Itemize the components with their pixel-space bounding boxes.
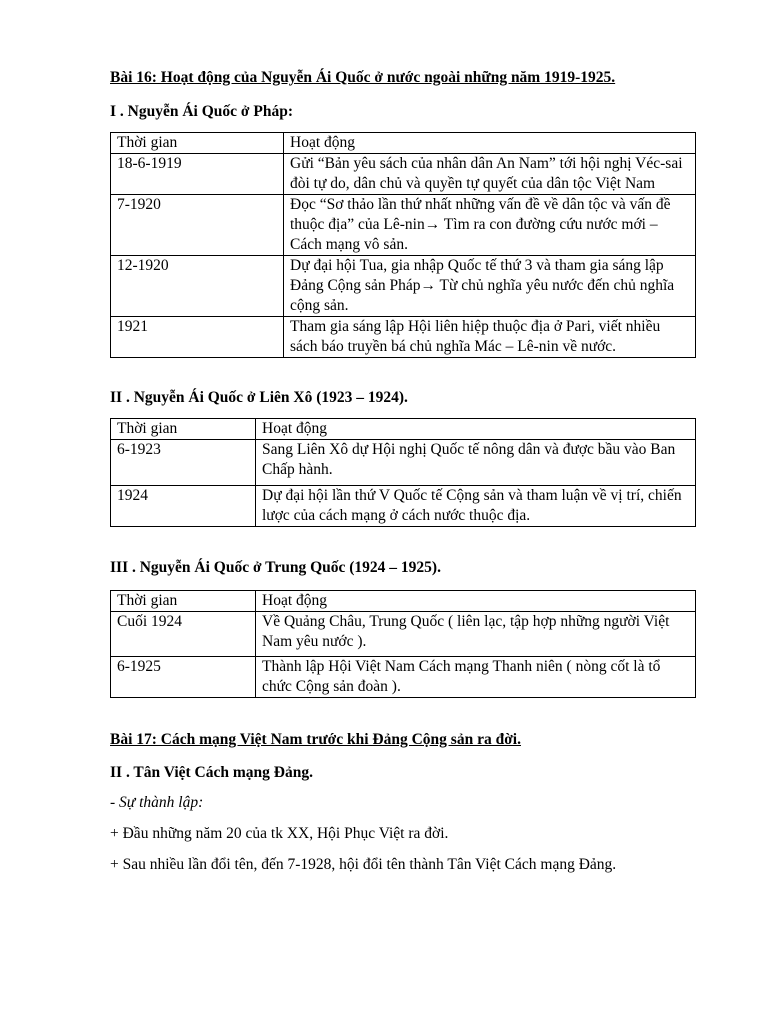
header-cell-time: Thời gian (111, 591, 256, 612)
france-activities-table (110, 132, 696, 358)
section3-title: III . Nguyễn Ái Quốc ở Trung Quốc (1924 – 1925). (110, 559, 441, 576)
activity-cell: Tham gia sáng lập Hội liên hiệp thuộc địa ở Pari, viết nhiều sách báo truyền bá chủ nghĩa Mác – Lê-nin về nước. (284, 317, 696, 358)
activity-cell: Sang Liên Xô dự Hội nghị Quốc tế nông dân và được bầu vào Ban Chấp hành. (256, 440, 696, 486)
lesson17-title: Bài 17: Cách mạng Việt Nam trước khi Đảng Cộng sản ra đời. (110, 731, 521, 748)
table-row (111, 486, 696, 527)
document-content (110, 68, 696, 875)
china-activities-table (110, 590, 696, 698)
table-row (111, 317, 696, 358)
time-cell: 6-1923 (111, 440, 256, 486)
activity-cell: Thành lập Hội Việt Nam Cách mạng Thanh niên ( nòng cốt là tổ chức Cộng sản đoàn ). (256, 657, 696, 698)
time-cell: 1924 (111, 486, 256, 527)
activity-cell: Về Quảng Châu, Trung Quốc ( liên lạc, tập hợp những người Việt Nam yêu nước ). (256, 612, 696, 657)
bullet-item: + Đầu những năm 20 của tk XX, Hội Phục Việt ra đời. (110, 825, 449, 842)
time-cell: 12-1920 (111, 256, 284, 317)
bullet-item: + Sau nhiều lần đổi tên, đến 7-1928, hội đổi tên thành Tân Việt Cách mạng Đảng. (110, 856, 617, 873)
table-row (111, 154, 696, 195)
header-cell-activity: Hoạt động (284, 133, 696, 154)
table-row (111, 657, 696, 698)
header-cell-activity: Hoạt động (256, 419, 696, 440)
activity-cell: Dự đại hội lần thứ V Quốc tế Cộng sản và tham luận về vị trí, chiến lược của cách mạng ở cách nước thuộc địa. (256, 486, 696, 527)
section2-title: II . Nguyễn Ái Quốc ở Liên Xô (1923 – 1924). (110, 389, 408, 406)
activity-cell: Dự đại hội Tua, gia nhập Quốc tế thứ 3 và tham gia sáng lập Đảng Cộng sản Pháp→ Từ chủ nghĩa yêu nước đến chủ nghĩa cộng sản. (284, 256, 696, 317)
time-cell: 18-6-1919 (111, 154, 284, 195)
section1-title: I . Nguyễn Ái Quốc ở Pháp: (110, 103, 293, 120)
founding-subheading: - Sự thành lập: (110, 794, 204, 811)
lesson17-section-title: II . Tân Việt Cách mạng Đảng. (110, 764, 313, 781)
time-cell: 6-1925 (111, 657, 256, 698)
table-row (111, 256, 696, 317)
activity-cell: Đọc “Sơ thảo lần thứ nhất những vấn đề về dân tộc và vấn đề thuộc địa” của Lê-nin→ Tìm ra con đường cứu nước mới – Cách mạng vô sản. (284, 195, 696, 256)
table-row (111, 440, 696, 486)
header-cell-time: Thời gian (111, 419, 256, 440)
header-cell-activity: Hoạt động (256, 591, 696, 612)
table-header-row (111, 133, 696, 154)
lesson16-title: Bài 16: Hoạt động của Nguyễn Ái Quốc ở nước ngoài những năm 1919-1925. (110, 69, 616, 86)
table-header-row (111, 591, 696, 612)
time-cell: Cuối 1924 (111, 612, 256, 657)
table-row (111, 195, 696, 256)
time-cell: 7-1920 (111, 195, 284, 256)
activity-cell: Gửi “Bản yêu sách của nhân dân An Nam” tới hội nghị Véc-sai đòi tự do, dân chủ và quyền tự quyết của dân tộc Việt Nam (284, 154, 696, 195)
header-cell-time: Thời gian (111, 133, 284, 154)
time-cell: 1921 (111, 317, 284, 358)
soviet-activities-table (110, 418, 696, 527)
table-row (111, 612, 696, 657)
table-header-row (111, 419, 696, 440)
